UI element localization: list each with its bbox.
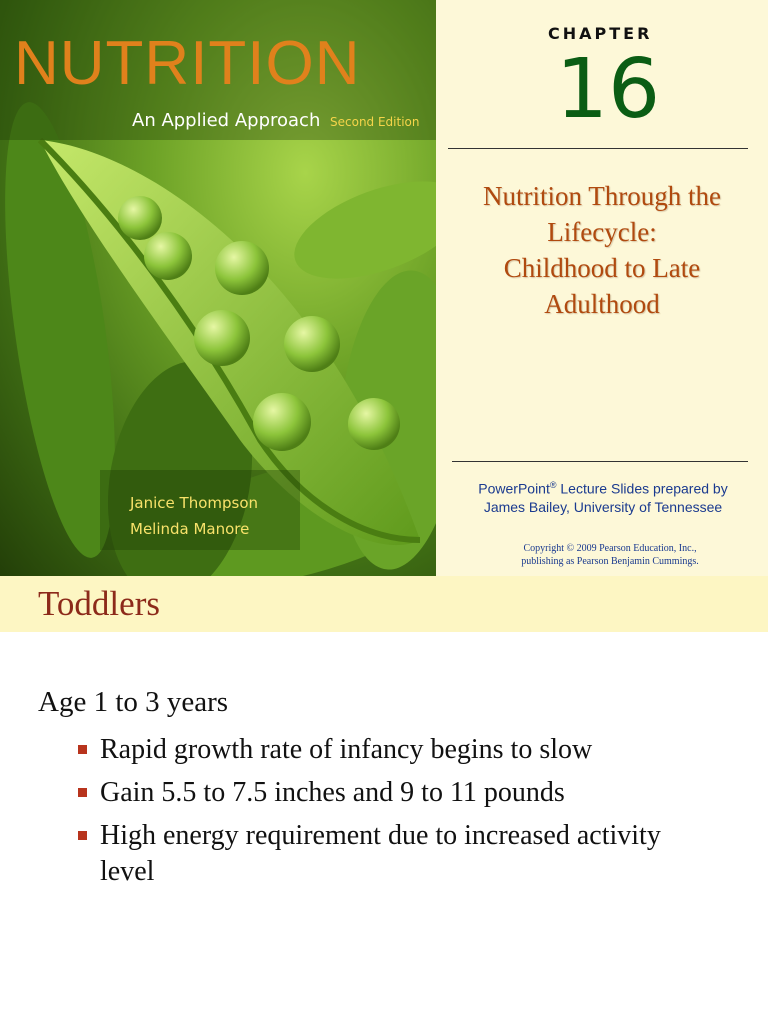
divider (452, 461, 748, 462)
copyright-line: publishing as Pearson Benjamin Cummings. (521, 556, 699, 567)
divider (448, 148, 748, 149)
credit-author: James Bailey, University of Tennessee (483, 498, 723, 515)
cover-title: NUTRITION (14, 29, 361, 98)
chapter-title-line: Childhood to Late (503, 253, 701, 283)
chapter-title-line: Nutrition Through the (483, 181, 721, 211)
registered-mark: ® (549, 480, 557, 490)
slides-credit (458, 476, 748, 516)
bullet-item (78, 818, 718, 890)
square-bullet-icon (78, 788, 87, 797)
credit-product: PowerPoint (478, 480, 550, 497)
main-point: Age 1 to 3 years (38, 686, 229, 718)
content-slide (0, 576, 768, 1024)
square-bullet-icon (78, 831, 87, 840)
chapter-number: 16 (555, 42, 661, 137)
bullet-list (78, 732, 718, 897)
bullet-text: Rapid growth rate of infancy begins to slow (100, 734, 593, 765)
bullet-text: Gain 5.5 to 7.5 inches and 9 to 11 pounds (100, 777, 565, 808)
credit-text: Lecture Slides prepared by (556, 480, 728, 497)
cover-edition: Second Edition (330, 115, 420, 129)
cover-subtitle: An Applied Approach (132, 110, 321, 131)
cover-author: Melinda Manore (130, 520, 250, 538)
slide-header (0, 576, 768, 632)
chapter-title (460, 178, 744, 322)
chapter-title-line: Lifecycle: (547, 217, 657, 247)
copyright-notice (460, 542, 760, 568)
bullet-item (78, 775, 718, 811)
book-cover-image (0, 0, 436, 576)
chapter-title-line: Adulthood (544, 289, 660, 319)
copyright-line: Copyright © 2009 Pearson Education, Inc., (523, 543, 697, 554)
cover-author: Janice Thompson (130, 494, 259, 512)
square-bullet-icon (78, 745, 87, 754)
bullet-item (78, 732, 718, 768)
slide-title: Toddlers (38, 584, 160, 623)
chapter-label: CHAPTER (548, 24, 653, 43)
bullet-text: High energy requirement due to increased activity level (100, 820, 661, 887)
